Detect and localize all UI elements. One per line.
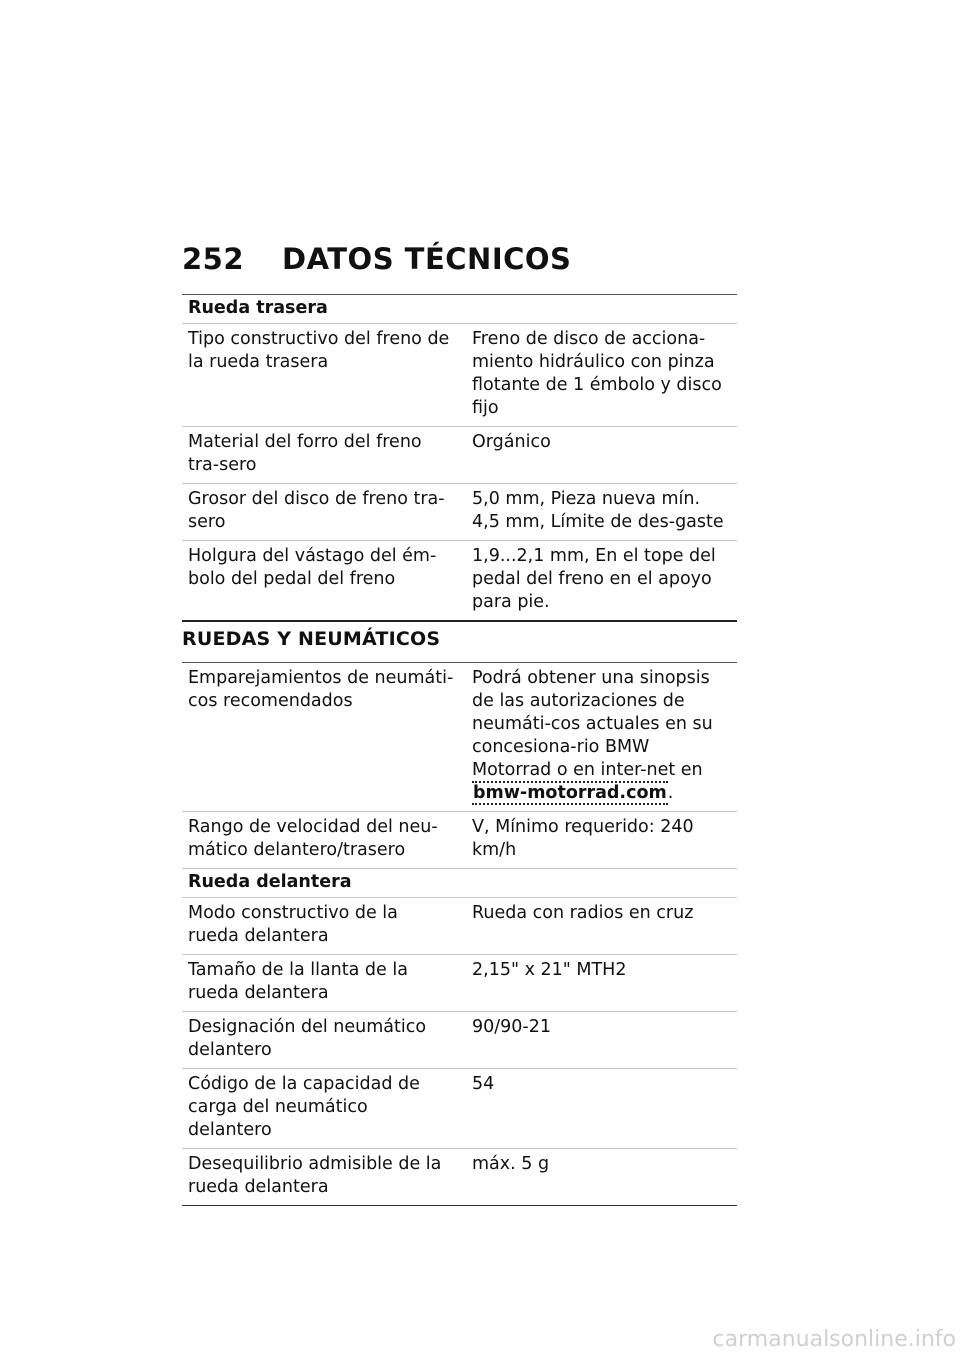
pairing-text: Podrá obtener una sinopsis de las autorizaciones de neumáti-cos actuales en su concesiona-rio BMW Motorrad o en inter-net en xyxy=(472,668,713,780)
row-value: 90/90-21 xyxy=(460,1012,737,1069)
table-row xyxy=(182,324,737,427)
page-title: DATOS TÉCNICOS xyxy=(282,242,572,276)
table-row xyxy=(182,427,737,484)
table-row xyxy=(182,1069,737,1149)
bmw-motorrad-link[interactable]: bmw-motorrad.com xyxy=(473,783,667,803)
wheels-tires-table xyxy=(182,662,737,1206)
rear-wheel-section xyxy=(182,294,737,621)
row-label: Tipo constructivo del freno de la rueda trasera xyxy=(182,324,460,427)
front-wheel-heading: Rueda delantera xyxy=(182,869,737,898)
row-label: Designación del neumático delantero xyxy=(182,1012,460,1069)
table-row xyxy=(182,1012,737,1069)
wheels-tires-section xyxy=(182,620,737,1206)
row-label: Desequilibrio admisible de la rueda delantera xyxy=(182,1149,460,1206)
row-label: Rango de velocidad del neu-mático delantero/trasero xyxy=(182,812,460,869)
row-value: 2,15" x 21" MTH2 xyxy=(460,955,737,1012)
row-value: Orgánico xyxy=(460,427,737,484)
section-title: RUEDAS Y NEUMÁTICOS xyxy=(182,620,737,662)
row-value: máx. 5 g xyxy=(460,1149,737,1206)
rear-wheel-heading: Rueda trasera xyxy=(182,295,737,324)
row-label: Emparejamientos de neumáti-cos recomendados xyxy=(182,663,460,812)
row-value: Rueda con radios en cruz xyxy=(460,898,737,955)
row-value: 54 xyxy=(460,1069,737,1149)
table-row xyxy=(182,663,737,812)
page-number: 252 xyxy=(182,242,245,276)
row-value: 1,9...2,1 mm, En el tope del pedal del freno en el apoyo para pie. xyxy=(460,541,737,621)
table-row xyxy=(182,812,737,869)
row-label: Grosor del disco de freno tra-sero xyxy=(182,484,460,541)
row-value: Freno de disco de acciona-miento hidráulico con pinza flotante de 1 émbolo y disco fijo xyxy=(460,324,737,427)
rear-wheel-table xyxy=(182,294,737,621)
page-header xyxy=(182,242,571,276)
row-value xyxy=(460,663,737,812)
table-heading-row xyxy=(182,295,737,324)
pairing-end: . xyxy=(667,783,674,803)
row-label: Código de la capacidad de carga del neumático delantero xyxy=(182,1069,460,1149)
row-label: Modo constructivo de la rueda delantera xyxy=(182,898,460,955)
row-label: Material del forro del freno tra-sero xyxy=(182,427,460,484)
row-label: Holgura del vástago del ém-bolo del pedal del freno xyxy=(182,541,460,621)
table-row xyxy=(182,1149,737,1206)
table-row xyxy=(182,541,737,621)
watermark: carmanualsonline.info xyxy=(712,1327,956,1352)
row-label: Tamaño de la llanta de la rueda delantera xyxy=(182,955,460,1012)
table-row xyxy=(182,898,737,955)
table-heading-row xyxy=(182,869,737,898)
row-value: V, Mínimo requerido: 240 km/h xyxy=(460,812,737,869)
table-row xyxy=(182,955,737,1012)
row-value: 5,0 mm, Pieza nueva mín. 4,5 mm, Límite de des-gaste xyxy=(460,484,737,541)
table-row xyxy=(182,484,737,541)
